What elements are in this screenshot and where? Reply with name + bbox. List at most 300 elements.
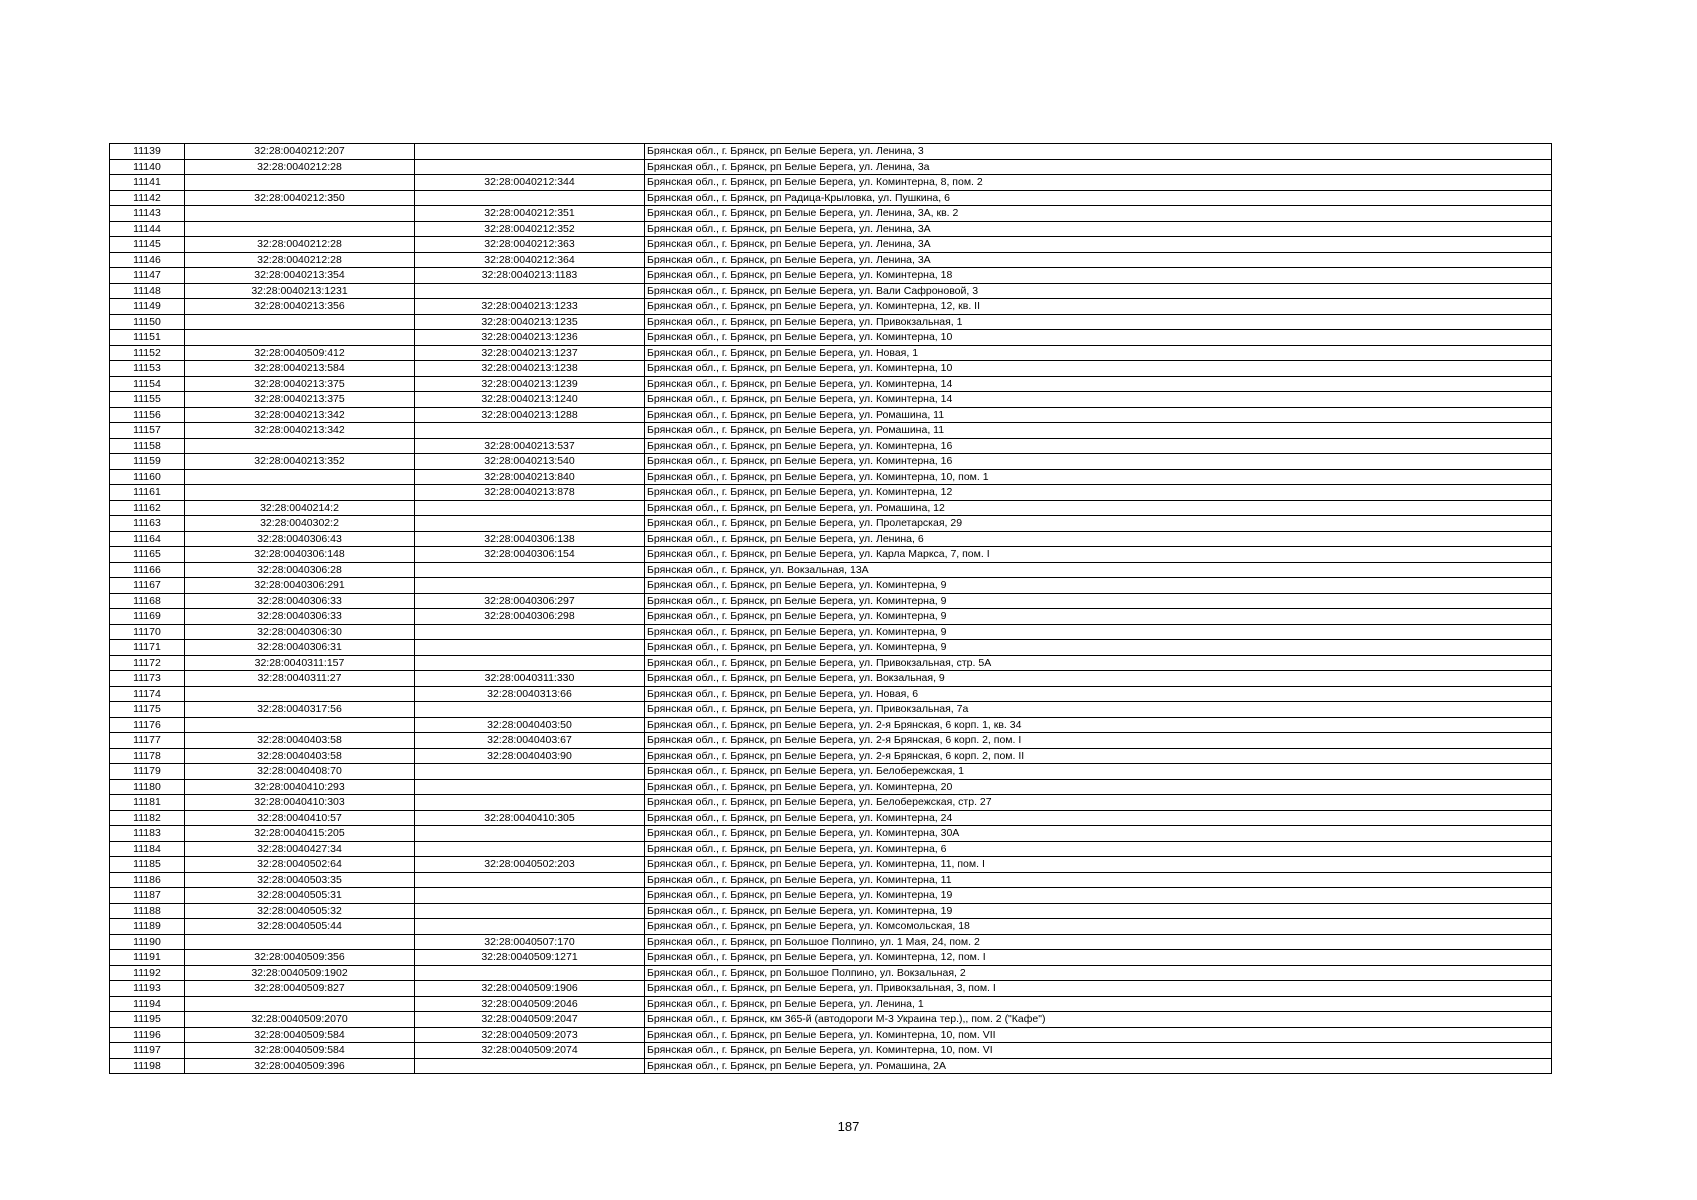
object-cadastral-number: 32:28:0040213:1236 — [415, 330, 645, 346]
table-row — [110, 314, 1552, 330]
row-number: 11170 — [110, 624, 185, 640]
table-row — [110, 640, 1552, 656]
row-number: 11178 — [110, 748, 185, 764]
row-number: 11144 — [110, 221, 185, 237]
address-cell: Брянская обл., г. Брянск, рп Белые Берега, ул. Ленина, 3А — [645, 252, 1552, 268]
object-cadastral-number — [415, 919, 645, 935]
table-row — [110, 578, 1552, 594]
row-number: 11150 — [110, 314, 185, 330]
object-cadastral-number: 32:28:0040212:364 — [415, 252, 645, 268]
land-cadastral-number — [185, 314, 415, 330]
land-cadastral-number: 32:28:0040306:28 — [185, 562, 415, 578]
table-row — [110, 1043, 1552, 1059]
land-cadastral-number: 32:28:0040509:1902 — [185, 965, 415, 981]
object-cadastral-number — [415, 903, 645, 919]
table-row — [110, 345, 1552, 361]
land-cadastral-number: 32:28:0040213:584 — [185, 361, 415, 377]
table-row — [110, 469, 1552, 485]
table-row — [110, 857, 1552, 873]
land-cadastral-number — [185, 206, 415, 222]
object-cadastral-number — [415, 624, 645, 640]
address-cell: Брянская обл., г. Брянск, рп Белые Берега, ул. Ромашина, 11 — [645, 423, 1552, 439]
table-row — [110, 407, 1552, 423]
table-row — [110, 888, 1552, 904]
address-cell: Брянская обл., г. Брянск, рп Белые Берега, ул. Коминтерна, 9 — [645, 609, 1552, 625]
table-row — [110, 934, 1552, 950]
address-cell: Брянская обл., г. Брянск, рп Белые Берега, ул. Коминтерна, 9 — [645, 593, 1552, 609]
table-row — [110, 330, 1552, 346]
object-cadastral-number: 32:28:0040509:2074 — [415, 1043, 645, 1059]
land-cadastral-number: 32:28:0040302:2 — [185, 516, 415, 532]
address-cell: Брянская обл., г. Брянск, рп Белые Берега, ул. Белобережская, 1 — [645, 764, 1552, 780]
land-cadastral-number: 32:28:0040306:31 — [185, 640, 415, 656]
row-number: 11187 — [110, 888, 185, 904]
row-number: 11179 — [110, 764, 185, 780]
land-cadastral-number: 32:28:0040410:57 — [185, 810, 415, 826]
object-cadastral-number — [415, 826, 645, 842]
object-cadastral-number — [415, 144, 645, 160]
object-cadastral-number: 32:28:0040509:2073 — [415, 1027, 645, 1043]
address-cell: Брянская обл., г. Брянск, ул. Вокзальная, 13А — [645, 562, 1552, 578]
address-cell: Брянская обл., г. Брянск, рп Белые Берега, ул. Коминтерна, 8, пом. 2 — [645, 175, 1552, 191]
address-cell: Брянская обл., г. Брянск, рп Белые Берега, ул. Новая, 6 — [645, 686, 1552, 702]
table-row — [110, 733, 1552, 749]
row-number: 11183 — [110, 826, 185, 842]
table-row — [110, 361, 1552, 377]
land-cadastral-number — [185, 934, 415, 950]
address-cell: Брянская обл., г. Брянск, рп Белые Берега, ул. Коминтерна, 9 — [645, 624, 1552, 640]
land-cadastral-number: 32:28:0040509:412 — [185, 345, 415, 361]
row-number: 11164 — [110, 531, 185, 547]
row-number: 11160 — [110, 469, 185, 485]
land-cadastral-number: 32:28:0040212:28 — [185, 159, 415, 175]
land-cadastral-number — [185, 717, 415, 733]
land-cadastral-number: 32:28:0040306:43 — [185, 531, 415, 547]
address-cell: Брянская обл., г. Брянск, рп Белые Берега, ул. Коминтерна, 19 — [645, 888, 1552, 904]
land-cadastral-number: 32:28:0040505:32 — [185, 903, 415, 919]
table-row — [110, 562, 1552, 578]
address-cell: Брянская обл., г. Брянск, рп Белые Берега, ул. Вокзальная, 9 — [645, 671, 1552, 687]
land-cadastral-number — [185, 221, 415, 237]
address-cell: Брянская обл., г. Брянск, рп Белые Берега, ул. Вали Сафроновой, 3 — [645, 283, 1552, 299]
land-cadastral-number: 32:28:0040213:354 — [185, 268, 415, 284]
object-cadastral-number: 32:28:0040212:352 — [415, 221, 645, 237]
object-cadastral-number — [415, 965, 645, 981]
land-cadastral-number: 32:28:0040212:28 — [185, 237, 415, 253]
row-number: 11196 — [110, 1027, 185, 1043]
row-number: 11142 — [110, 190, 185, 206]
object-cadastral-number — [415, 190, 645, 206]
land-cadastral-number: 32:28:0040403:58 — [185, 748, 415, 764]
object-cadastral-number — [415, 764, 645, 780]
land-cadastral-number — [185, 438, 415, 454]
land-cadastral-number: 32:28:0040213:375 — [185, 392, 415, 408]
address-cell: Брянская обл., г. Брянск, рп Белые Берега, ул. Коминтерна, 10, пом. VI — [645, 1043, 1552, 1059]
land-cadastral-number: 32:28:0040311:157 — [185, 655, 415, 671]
address-cell: Брянская обл., г. Брянск, рп Белые Берега, ул. Ленина, 1 — [645, 996, 1552, 1012]
table-row — [110, 609, 1552, 625]
land-cadastral-number: 32:28:0040212:28 — [185, 252, 415, 268]
object-cadastral-number: 32:28:0040313:66 — [415, 686, 645, 702]
table-row — [110, 299, 1552, 315]
row-number: 11166 — [110, 562, 185, 578]
land-cadastral-number: 32:28:0040410:293 — [185, 779, 415, 795]
address-cell: Брянская обл., г. Брянск, рп Белые Берега, ул. Пролетарская, 29 — [645, 516, 1552, 532]
land-cadastral-number: 32:28:0040317:56 — [185, 702, 415, 718]
address-cell: Брянская обл., г. Брянск, рп Белые Берега, ул. 2-я Брянская, 6 корп. 2, пом. II — [645, 748, 1552, 764]
table-row — [110, 795, 1552, 811]
row-number: 11162 — [110, 500, 185, 516]
object-cadastral-number — [415, 159, 645, 175]
land-cadastral-number: 32:28:0040505:31 — [185, 888, 415, 904]
land-cadastral-number: 32:28:0040427:34 — [185, 841, 415, 857]
row-number: 11186 — [110, 872, 185, 888]
table-row — [110, 376, 1552, 392]
row-number: 11147 — [110, 268, 185, 284]
land-cadastral-number: 32:28:0040502:64 — [185, 857, 415, 873]
object-cadastral-number: 32:28:0040213:878 — [415, 485, 645, 501]
object-cadastral-number: 32:28:0040306:297 — [415, 593, 645, 609]
table-row — [110, 779, 1552, 795]
object-cadastral-number: 32:28:0040213:1240 — [415, 392, 645, 408]
table-row — [110, 516, 1552, 532]
table-row — [110, 1027, 1552, 1043]
table-row — [110, 206, 1552, 222]
address-cell: Брянская обл., г. Брянск, рп Белые Берега, ул. Привокзальная, стр. 5А — [645, 655, 1552, 671]
object-cadastral-number — [415, 578, 645, 594]
land-cadastral-number — [185, 175, 415, 191]
table-row — [110, 717, 1552, 733]
registry-table — [109, 143, 1552, 1074]
object-cadastral-number: 32:28:0040311:330 — [415, 671, 645, 687]
row-number: 11149 — [110, 299, 185, 315]
row-number: 11185 — [110, 857, 185, 873]
object-cadastral-number: 32:28:0040213:1238 — [415, 361, 645, 377]
table-row — [110, 438, 1552, 454]
row-number: 11192 — [110, 965, 185, 981]
object-cadastral-number: 32:28:0040306:138 — [415, 531, 645, 547]
object-cadastral-number: 32:28:0040213:1239 — [415, 376, 645, 392]
table-row — [110, 810, 1552, 826]
row-number: 11143 — [110, 206, 185, 222]
address-cell: Брянская обл., г. Брянск, рп Белые Берега, ул. Коминтерна, 19 — [645, 903, 1552, 919]
table-row — [110, 826, 1552, 842]
land-cadastral-number: 32:28:0040306:148 — [185, 547, 415, 563]
address-cell: Брянская обл., г. Брянск, рп Белые Берега, ул. Новая, 1 — [645, 345, 1552, 361]
address-cell: Брянская обл., г. Брянск, рп Белые Берега, ул. Коминтерна, 14 — [645, 376, 1552, 392]
object-cadastral-number: 32:28:0040213:540 — [415, 454, 645, 470]
row-number: 11189 — [110, 919, 185, 935]
table-row — [110, 702, 1552, 718]
table-row — [110, 593, 1552, 609]
row-number: 11167 — [110, 578, 185, 594]
address-cell: Брянская обл., г. Брянск, рп Большое Полпино, ул. 1 Мая, 24, пом. 2 — [645, 934, 1552, 950]
address-cell: Брянская обл., г. Брянск, рп Белые Берега, ул. Коминтерна, 6 — [645, 841, 1552, 857]
address-cell: Брянская обл., г. Брянск, рп Радица-Крыловка, ул. Пушкина, 6 — [645, 190, 1552, 206]
row-number: 11195 — [110, 1012, 185, 1028]
address-cell: Брянская обл., г. Брянск, рп Белые Берега, ул. Ленина, 3а — [645, 159, 1552, 175]
row-number: 11188 — [110, 903, 185, 919]
row-number: 11148 — [110, 283, 185, 299]
land-cadastral-number: 32:28:0040212:350 — [185, 190, 415, 206]
object-cadastral-number: 32:28:0040509:1271 — [415, 950, 645, 966]
address-cell: Брянская обл., г. Брянск, рп Белые Берега, ул. Коминтерна, 10 — [645, 330, 1552, 346]
object-cadastral-number: 32:28:0040509:2046 — [415, 996, 645, 1012]
row-number: 11169 — [110, 609, 185, 625]
land-cadastral-number: 32:28:0040213:352 — [185, 454, 415, 470]
object-cadastral-number — [415, 640, 645, 656]
land-cadastral-number: 32:28:0040306:33 — [185, 609, 415, 625]
land-cadastral-number: 32:28:0040509:584 — [185, 1027, 415, 1043]
row-number: 11159 — [110, 454, 185, 470]
row-number: 11146 — [110, 252, 185, 268]
object-cadastral-number: 32:28:0040212:363 — [415, 237, 645, 253]
page-number: 187 — [837, 1119, 860, 1134]
table-row — [110, 547, 1552, 563]
row-number: 11141 — [110, 175, 185, 191]
address-cell: Брянская обл., г. Брянск, км 365-й (автодороги М-3 Украина тер.),, пом. 2 ("Кафе") — [645, 1012, 1552, 1028]
table-row — [110, 996, 1552, 1012]
row-number: 11177 — [110, 733, 185, 749]
land-cadastral-number: 32:28:0040306:33 — [185, 593, 415, 609]
address-cell: Брянская обл., г. Брянск, рп Белые Берега, ул. Коминтерна, 16 — [645, 454, 1552, 470]
object-cadastral-number: 32:28:0040213:1233 — [415, 299, 645, 315]
row-number: 11165 — [110, 547, 185, 563]
row-number: 11190 — [110, 934, 185, 950]
address-cell: Брянская обл., г. Брянск, рп Белые Берега, ул. 2-я Брянская, 6 корп. 1, кв. 34 — [645, 717, 1552, 733]
land-cadastral-number: 32:28:0040509:584 — [185, 1043, 415, 1059]
row-number: 11163 — [110, 516, 185, 532]
row-number: 11156 — [110, 407, 185, 423]
address-cell: Брянская обл., г. Брянск, рп Белые Берега, ул. Коминтерна, 10, пом. 1 — [645, 469, 1552, 485]
row-number: 11176 — [110, 717, 185, 733]
address-cell: Брянская обл., г. Брянск, рп Белые Берега, ул. Коминтерна, 9 — [645, 578, 1552, 594]
address-cell: Брянская обл., г. Брянск, рп Белые Берега, ул. Ромашина, 2А — [645, 1058, 1552, 1074]
object-cadastral-number: 32:28:0040213:1235 — [415, 314, 645, 330]
table-row — [110, 841, 1552, 857]
land-cadastral-number: 32:28:0040214:2 — [185, 500, 415, 516]
address-cell: Брянская обл., г. Брянск, рп Белые Берега, ул. Ленина, 3А — [645, 221, 1552, 237]
address-cell: Брянская обл., г. Брянск, рп Белые Берега, ул. Коминтерна, 30А — [645, 826, 1552, 842]
land-cadastral-number: 32:28:0040213:375 — [185, 376, 415, 392]
object-cadastral-number — [415, 779, 645, 795]
registry-table-body — [110, 144, 1552, 1074]
row-number: 11157 — [110, 423, 185, 439]
row-number: 11152 — [110, 345, 185, 361]
object-cadastral-number: 32:28:0040410:305 — [415, 810, 645, 826]
table-row — [110, 454, 1552, 470]
object-cadastral-number: 32:28:0040212:351 — [415, 206, 645, 222]
object-cadastral-number — [415, 1058, 645, 1074]
row-number: 11197 — [110, 1043, 185, 1059]
row-number: 11140 — [110, 159, 185, 175]
address-cell: Брянская обл., г. Брянск, рп Большое Полпино, ул. Вокзальная, 2 — [645, 965, 1552, 981]
object-cadastral-number: 32:28:0040507:170 — [415, 934, 645, 950]
address-cell: Брянская обл., г. Брянск, рп Белые Берега, ул. Комсомольская, 18 — [645, 919, 1552, 935]
table-row — [110, 485, 1552, 501]
object-cadastral-number: 32:28:0040213:1237 — [415, 345, 645, 361]
address-cell: Брянская обл., г. Брянск, рп Белые Берега, ул. Привокзальная, 3, пом. I — [645, 981, 1552, 997]
object-cadastral-number: 32:28:0040403:50 — [415, 717, 645, 733]
row-number: 11191 — [110, 950, 185, 966]
address-cell: Брянская обл., г. Брянск, рп Белые Берега, ул. Ленина, 3 — [645, 144, 1552, 160]
land-cadastral-number: 32:28:0040213:1231 — [185, 283, 415, 299]
address-cell: Брянская обл., г. Брянск, рп Белые Берега, ул. Коминтерна, 16 — [645, 438, 1552, 454]
land-cadastral-number: 32:28:0040509:396 — [185, 1058, 415, 1074]
table-row — [110, 531, 1552, 547]
address-cell: Брянская обл., г. Брянск, рп Белые Берега, ул. Коминтерна, 20 — [645, 779, 1552, 795]
row-number: 11139 — [110, 144, 185, 160]
land-cadastral-number: 32:28:0040306:30 — [185, 624, 415, 640]
object-cadastral-number: 32:28:0040306:154 — [415, 547, 645, 563]
land-cadastral-number: 32:28:0040415:205 — [185, 826, 415, 842]
land-cadastral-number: 32:28:0040213:356 — [185, 299, 415, 315]
row-number: 11154 — [110, 376, 185, 392]
row-number: 11193 — [110, 981, 185, 997]
table-row — [110, 237, 1552, 253]
address-cell: Брянская обл., г. Брянск, рп Белые Берега, ул. Карла Маркса, 7, пом. I — [645, 547, 1552, 563]
object-cadastral-number: 32:28:0040213:1183 — [415, 268, 645, 284]
object-cadastral-number: 32:28:0040403:67 — [415, 733, 645, 749]
address-cell: Брянская обл., г. Брянск, рп Белые Берега, ул. Ленина, 6 — [645, 531, 1552, 547]
address-cell: Брянская обл., г. Брянск, рп Белые Берега, ул. Ленина, 3А — [645, 237, 1552, 253]
land-cadastral-number — [185, 485, 415, 501]
address-cell: Брянская обл., г. Брянск, рп Белые Берега, ул. Ромашина, 12 — [645, 500, 1552, 516]
row-number: 11145 — [110, 237, 185, 253]
address-cell: Брянская обл., г. Брянск, рп Белые Берега, ул. Белобережская, стр. 27 — [645, 795, 1552, 811]
row-number: 11184 — [110, 841, 185, 857]
table-row — [110, 144, 1552, 160]
table-row — [110, 981, 1552, 997]
address-cell: Брянская обл., г. Брянск, рп Белые Берега, ул. Ромашина, 11 — [645, 407, 1552, 423]
address-cell: Брянская обл., г. Брянск, рп Белые Берега, ул. Коминтерна, 12 — [645, 485, 1552, 501]
object-cadastral-number: 32:28:0040403:90 — [415, 748, 645, 764]
object-cadastral-number — [415, 795, 645, 811]
land-cadastral-number: 32:28:0040509:356 — [185, 950, 415, 966]
table-row — [110, 903, 1552, 919]
object-cadastral-number: 32:28:0040502:203 — [415, 857, 645, 873]
row-number: 11198 — [110, 1058, 185, 1074]
object-cadastral-number: 32:28:0040509:2047 — [415, 1012, 645, 1028]
land-cadastral-number — [185, 330, 415, 346]
object-cadastral-number — [415, 655, 645, 671]
land-cadastral-number: 32:28:0040403:58 — [185, 733, 415, 749]
address-cell: Брянская обл., г. Брянск, рп Белые Берега, ул. Ленина, 3А, кв. 2 — [645, 206, 1552, 222]
object-cadastral-number — [415, 702, 645, 718]
object-cadastral-number — [415, 516, 645, 532]
row-number: 11182 — [110, 810, 185, 826]
row-number: 11173 — [110, 671, 185, 687]
table-row — [110, 748, 1552, 764]
row-number: 11171 — [110, 640, 185, 656]
row-number: 11181 — [110, 795, 185, 811]
table-row — [110, 1058, 1552, 1074]
object-cadastral-number — [415, 872, 645, 888]
row-number: 11155 — [110, 392, 185, 408]
address-cell: Брянская обл., г. Брянск, рп Белые Берега, ул. Коминтерна, 18 — [645, 268, 1552, 284]
table-row — [110, 392, 1552, 408]
object-cadastral-number: 32:28:0040213:840 — [415, 469, 645, 485]
table-row — [110, 624, 1552, 640]
address-cell: Брянская обл., г. Брянск, рп Белые Берега, ул. Коминтерна, 14 — [645, 392, 1552, 408]
land-cadastral-number: 32:28:0040306:291 — [185, 578, 415, 594]
land-cadastral-number — [185, 686, 415, 702]
land-cadastral-number: 32:28:0040213:342 — [185, 423, 415, 439]
table-row — [110, 686, 1552, 702]
table-row — [110, 423, 1552, 439]
table-row — [110, 190, 1552, 206]
address-cell: Брянская обл., г. Брянск, рп Белые Берега, ул. Коминтерна, 12, кв. II — [645, 299, 1552, 315]
land-cadastral-number: 32:28:0040311:27 — [185, 671, 415, 687]
object-cadastral-number: 32:28:0040306:298 — [415, 609, 645, 625]
row-number: 11174 — [110, 686, 185, 702]
table-row — [110, 175, 1552, 191]
object-cadastral-number — [415, 562, 645, 578]
address-cell: Брянская обл., г. Брянск, рп Белые Берега, ул. Коминтерна, 11 — [645, 872, 1552, 888]
row-number: 11151 — [110, 330, 185, 346]
row-number: 11172 — [110, 655, 185, 671]
table-row — [110, 655, 1552, 671]
row-number: 11158 — [110, 438, 185, 454]
table-row — [110, 283, 1552, 299]
land-cadastral-number: 32:28:0040408:70 — [185, 764, 415, 780]
address-cell: Брянская обл., г. Брянск, рп Белые Берега, ул. Коминтерна, 24 — [645, 810, 1552, 826]
address-cell: Брянская обл., г. Брянск, рп Белые Берега, ул. Коминтерна, 10, пом. VII — [645, 1027, 1552, 1043]
row-number: 11161 — [110, 485, 185, 501]
table-row — [110, 221, 1552, 237]
land-cadastral-number: 32:28:0040509:827 — [185, 981, 415, 997]
object-cadastral-number — [415, 888, 645, 904]
object-cadastral-number: 32:28:0040212:344 — [415, 175, 645, 191]
object-cadastral-number: 32:28:0040213:537 — [415, 438, 645, 454]
table-row — [110, 1012, 1552, 1028]
table-row — [110, 764, 1552, 780]
land-cadastral-number — [185, 469, 415, 485]
address-cell: Брянская обл., г. Брянск, рп Белые Берега, ул. Коминтерна, 11, пом. I — [645, 857, 1552, 873]
table-row — [110, 919, 1552, 935]
table-row — [110, 965, 1552, 981]
table-row — [110, 872, 1552, 888]
row-number: 11180 — [110, 779, 185, 795]
land-cadastral-number: 32:28:0040212:207 — [185, 144, 415, 160]
table-row — [110, 159, 1552, 175]
object-cadastral-number: 32:28:0040509:1906 — [415, 981, 645, 997]
address-cell: Брянская обл., г. Брянск, рп Белые Берега, ул. Привокзальная, 7а — [645, 702, 1552, 718]
land-cadastral-number: 32:28:0040505:44 — [185, 919, 415, 935]
address-cell: Брянская обл., г. Брянск, рп Белые Берега, ул. Коминтерна, 9 — [645, 640, 1552, 656]
table-row — [110, 268, 1552, 284]
object-cadastral-number: 32:28:0040213:1288 — [415, 407, 645, 423]
address-cell: Брянская обл., г. Брянск, рп Белые Берега, ул. Привокзальная, 1 — [645, 314, 1552, 330]
address-cell: Брянская обл., г. Брянск, рп Белые Берега, ул. Коминтерна, 12, пом. I — [645, 950, 1552, 966]
land-cadastral-number: 32:28:0040410:303 — [185, 795, 415, 811]
row-number: 11168 — [110, 593, 185, 609]
row-number: 11175 — [110, 702, 185, 718]
land-cadastral-number: 32:28:0040503:35 — [185, 872, 415, 888]
land-cadastral-number — [185, 996, 415, 1012]
address-cell: Брянская обл., г. Брянск, рп Белые Берега, ул. Коминтерна, 10 — [645, 361, 1552, 377]
object-cadastral-number — [415, 423, 645, 439]
table-row — [110, 671, 1552, 687]
object-cadastral-number — [415, 500, 645, 516]
land-cadastral-number: 32:28:0040213:342 — [185, 407, 415, 423]
table-row — [110, 950, 1552, 966]
address-cell: Брянская обл., г. Брянск, рп Белые Берега, ул. 2-я Брянская, 6 корп. 2, пом. I — [645, 733, 1552, 749]
land-cadastral-number: 32:28:0040509:2070 — [185, 1012, 415, 1028]
table-row — [110, 500, 1552, 516]
row-number: 11194 — [110, 996, 185, 1012]
row-number: 11153 — [110, 361, 185, 377]
